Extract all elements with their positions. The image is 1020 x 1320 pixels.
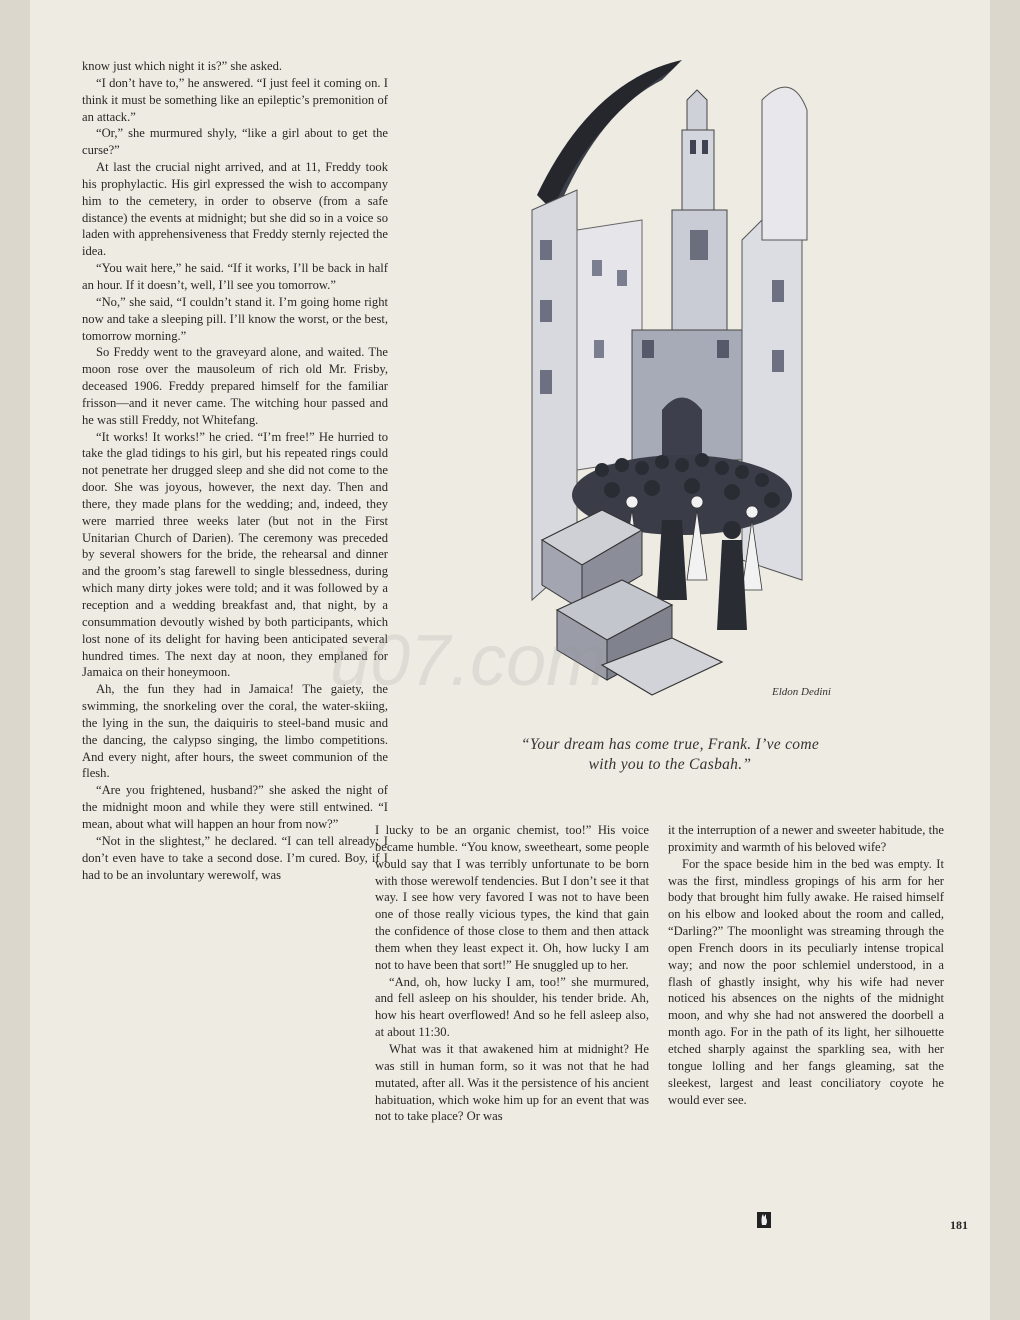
paragraph: So Freddy went to the graveyard alone, and waited. The moon rose over the mausoleum of rich old Mr. Frisby, deceased 1906. Freddy prepared himself for the familiar frisson—and it never came. The witching hour passed and he was still Freddy, not Whitefang. xyxy=(82,345,388,427)
paragraph: know just which night it is?” she asked. xyxy=(82,59,283,73)
casbah-street-cartoon-illustration xyxy=(522,40,831,720)
text-column-1 xyxy=(82,58,388,883)
paragraph: “And, oh, how lucky I am, too!” she murmured, and fell asleep on his shoulder, his tender bride. Ah, how his heart overflowed! And so he fell asleep also, at about 11:30. xyxy=(375,974,649,1040)
paragraph: At last the crucial night arrived, and at 11, Freddy took his prophylactic. His girl expressed the wish to accompany him to the cemetery, in order to observe (from a safe distance) the events at midnight; but she did so in a voice so laden with apprehensiveness that Freddy sternly rejected the idea. xyxy=(82,160,388,259)
page-number: 181 xyxy=(950,1218,968,1232)
caption-line-1: “Your dream has come true, Frank. I’ve come xyxy=(520,736,820,753)
text-column-2 xyxy=(375,822,649,1125)
magazine-page xyxy=(30,0,990,1320)
paragraph: Ah, the fun they had in Jamaica! The gaiety, the swimming, the snorkeling over the coral, the water-skiing, the lying in the sun, the daiquiris to steel-band music and the dancing, the calypso singing, the limbo competitions. And every night, after hours, the sweet communion of the flesh. xyxy=(82,682,388,781)
watermark-text: u07.com xyxy=(330,621,607,701)
paragraph: it the interruption of a newer and sweeter habitude, the proximity and warmth of his beloved wife? xyxy=(668,823,944,854)
paragraph: “It works! It works!” he cried. “I’m free!” He hurried to take the glad tidings to his girl, but his repeated rings could not penetrate her drugged sleep and she did not come to the door. She was joyous, however, the next day. Then and there, they made plans for the wedding; and, indeed, they were married three weeks later (but not in the First Unitarian Church of Darien). The ceremony was preceded by several showers for the bride, the rehearsal and dinner and the groom’s stag farewell to single blessedness, during which many dirty jokes were told; and it was followed by a reception and a wedding breakfast and, that night, by a consummation devoutly wished by both participants, which lost none of its delight for having been anticipated several hundred times. The next day at noon, they emplaned for Jamaica on their honeymoon. xyxy=(82,429,388,680)
artist-signature: Eldon Dedini xyxy=(772,686,831,698)
rabbit-head-logo-icon xyxy=(757,1212,771,1228)
cartoon-caption xyxy=(410,735,930,775)
paragraph: “Are you frightened, husband?” she asked the night of the midnight moon and while they were still entwined. “I mean, about what will happen an hour from now?” xyxy=(82,783,388,831)
paragraph: “No,” she said, “I couldn’t stand it. I’m going home right now and take a sleeping pill. I’ll know the worst, or the best, tomorrow morning.” xyxy=(82,294,388,343)
paragraph: For the space beside him in the bed was empty. It was the first, mindless gropings of his arm for her body that brought him fully awake. He raised himself on his elbow and looked about the room and called, “Darling?” The moonlight was streaming through the open French doors in its peculiarly intense tropical way; and now the poor schlemiel understood, in a flash of ghastly insight, why his wife had never noticed his absences on the nights of the midnight moon, and why she had not answered the doorbell a month ago. For in the path of its light, her silhouette etched sharply against the sparkling sea, with her tongue lolling and her fangs gleaming, sat the sleekest, largest and least conciliatory coyote he would ever see. xyxy=(668,856,944,1107)
text-column-3 xyxy=(668,822,944,1108)
paragraph: What was it that awakened him at midnight? He was still in human form, so it was not that he had mutated, after all. Was it the persistence of his ancient habituation, which woke him up for an event that was not to take place? Or was xyxy=(375,1041,649,1124)
paragraph: “You wait here,” he said. “If it works, I’ll be back in half an hour. If it doesn’t, well, I’ll see you tomorrow.” xyxy=(82,261,388,292)
paragraph: “I don’t have to,” he answered. “I just feel it coming on. I think it must be something like an epileptic’s premonition of an attack.” xyxy=(82,75,388,124)
paragraph: I lucky to be an organic chemist, too!” His voice became humble. “You know, sweetheart, some people would say that I was terribly unfortunate to be born with those werewolf tendencies. But I don’t see it that way. I see how very favored I was not to have been one of those really vicious types, the kind that gain the confidence of those close to them and then attack them when they least expect it. Oh, how lucky I am not to have been that sort!” He snuggled up to her. xyxy=(375,823,649,972)
caption-line-2: with you to the Casbah.” xyxy=(588,756,752,773)
paragraph: “Or,” she murmured shyly, “like a girl about to get the curse?” xyxy=(82,126,388,158)
paragraph: “Not in the slightest,” he declared. “I can tell already: I don’t even have to take a second dose. I’m cured. Boy, if I had to be an involuntary werewolf, was xyxy=(82,833,388,882)
